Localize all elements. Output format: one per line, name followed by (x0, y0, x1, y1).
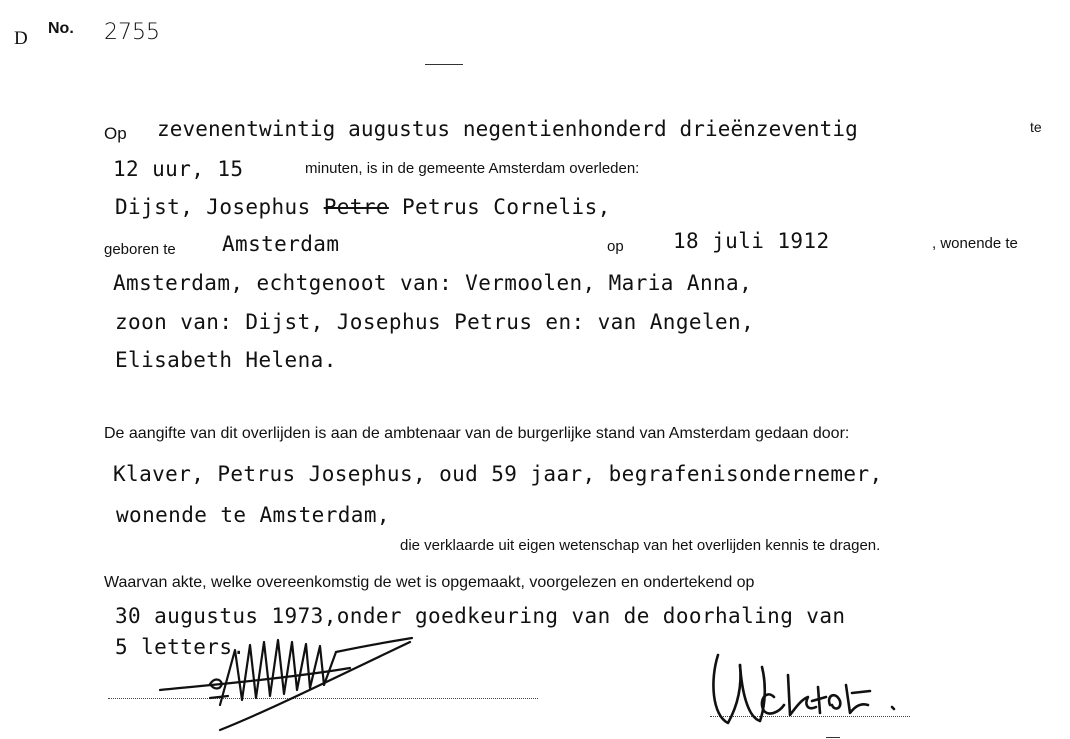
death-time: 12 uur, 15 (113, 157, 244, 181)
name-start: Dijst, Josephus (115, 195, 311, 219)
series-letter: D (14, 28, 28, 49)
name-end: Petrus Cornelis, (401, 195, 611, 219)
declarant-signature (150, 630, 430, 735)
deceased-name (115, 195, 611, 219)
official-signature (700, 645, 915, 730)
declaration-intro: De aangifte van dit overlijden is aan de ambtenaar van de burgerlijke stand van Amsterdam gedaan door: (104, 425, 850, 442)
son-of-line-2: Elisabeth Helena. (115, 348, 337, 372)
certificate-number: 2755 (104, 20, 160, 45)
closing-intro: Waarvan akte, welke overeenkomstig de wet is opgemaakt, voorgelezen en ondertekend op (104, 574, 755, 591)
name-struck: Petre (323, 195, 389, 219)
label-on: Op (104, 124, 127, 143)
label-at: te (1030, 119, 1042, 135)
letters-line: 5 letters. (115, 635, 246, 659)
declarant-line-2: wonende te Amsterdam, (116, 503, 390, 527)
declarant-line-1: Klaver, Petrus Josephus, oud 59 jaar, begrafenisondernemer, (113, 462, 883, 486)
label-minutes-place: minuten, is in de gemeente Amsterdam overleden: (305, 160, 640, 177)
birth-place: Amsterdam (222, 232, 340, 256)
closing-date-line: 30 augustus 1973,onder goedkeuring van de doorhaling van (115, 604, 846, 628)
label-on-date: op (607, 238, 624, 255)
bottom-mark (826, 737, 840, 738)
son-of-line-1: zoon van: Dijst, Josephus Petrus en: van Angelen, (115, 310, 755, 334)
label-born-at: geboren te (104, 241, 176, 258)
death-date-text: zevenentwintig augustus negentienhonderd drieënzeventig (157, 117, 858, 141)
birth-date: 18 juli 1912 (673, 229, 830, 253)
number-label: No. (48, 20, 74, 37)
knowledge-statement: die verklaarde uit eigen wetenschap van het overlijden kennis te dragen. (400, 537, 881, 554)
label-residing-at: , wonende te (932, 235, 1018, 252)
header-divider (425, 64, 463, 65)
residence-spouse: Amsterdam, echtgenoot van: Vermoolen, Maria Anna, (113, 271, 753, 295)
